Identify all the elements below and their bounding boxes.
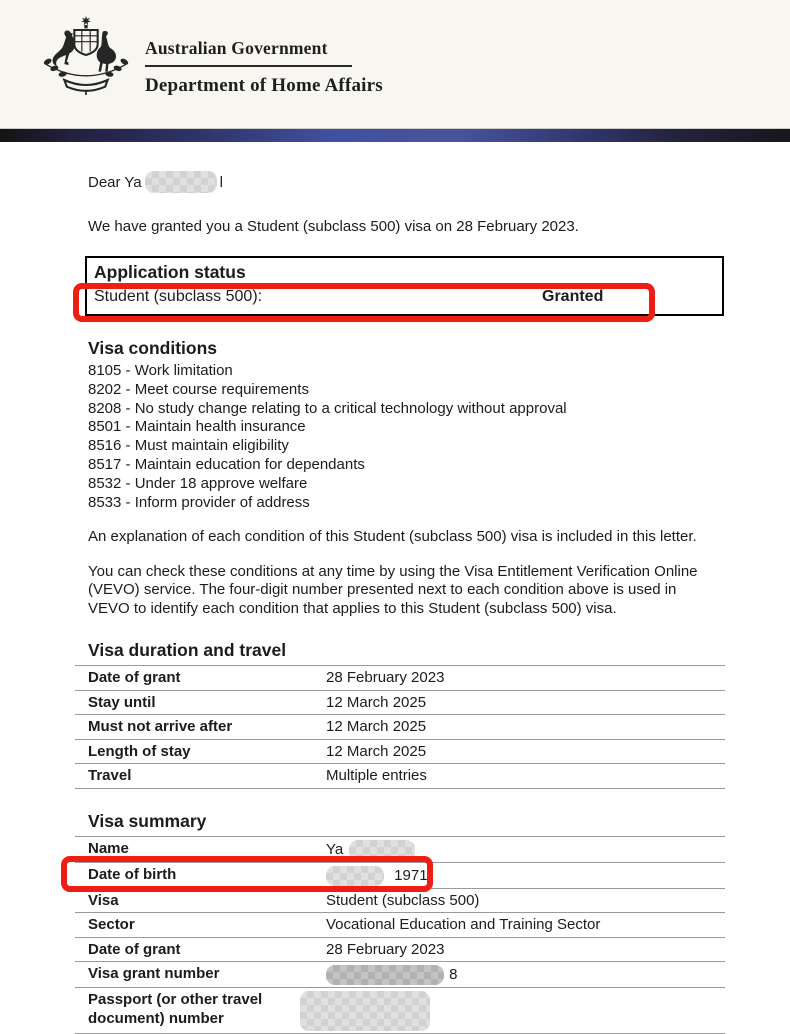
- header-divider: [145, 65, 352, 67]
- table-row-visa-grant-number: [75, 961, 725, 987]
- application-status-title: Application status: [94, 262, 246, 282]
- vevo-line: (VEVO) service. The four-digit number presented next to each condition above is used in: [88, 581, 677, 599]
- row-label: Length of stay: [88, 742, 191, 760]
- application-status-label: Student (subclass 500):: [94, 288, 263, 305]
- row-value: 12 March 2025: [326, 693, 427, 711]
- row-label: Visa grant number: [88, 965, 220, 983]
- condition-item: 8202 - Meet course requirements: [88, 380, 309, 398]
- department-title: Department of Home Affairs: [145, 74, 383, 96]
- application-status-value: Granted: [542, 288, 604, 305]
- redaction-blur-name: [145, 171, 217, 193]
- row-value: [326, 866, 725, 886]
- application-status-row: [94, 288, 722, 306]
- letter-content: [0, 171, 790, 1034]
- salutation-line: [88, 171, 725, 193]
- vevo-line: VEVO to identify each condition that applies to this Student (subclass 500) visa.: [88, 599, 617, 617]
- name-visible-part: Ya: [326, 840, 344, 858]
- redaction-blur-passport: [300, 991, 430, 1031]
- table-row: [75, 739, 725, 764]
- government-title: Australian Government: [145, 38, 328, 58]
- visa-conditions-title: Visa conditions: [88, 338, 218, 358]
- grant-intro-line: We have granted you a Student (subclass 500) visa on 28 February 2023.: [88, 218, 579, 235]
- condition-item: 8533 - Inform provider of address: [88, 493, 310, 511]
- visa-summary-table: [75, 836, 725, 1034]
- letterhead-titles: [145, 38, 383, 97]
- header-gradient-bar: [0, 128, 790, 142]
- condition-item: 8517 - Maintain education for dependants: [88, 455, 365, 473]
- row-value: [326, 965, 725, 985]
- dob-visible-part: 1971: [394, 866, 428, 884]
- table-row: [75, 763, 725, 789]
- australian-coat-of-arms-logo: [36, 6, 136, 104]
- row-value: 12 March 2025: [326, 718, 427, 736]
- table-row: [75, 665, 725, 690]
- emu-icon: [97, 31, 116, 72]
- salutation-prefix: Dear Ya: [88, 173, 142, 191]
- condition-item: 8532 - Under 18 approve welfare: [88, 474, 308, 492]
- application-status-box: [85, 256, 724, 316]
- visa-duration-title: Visa duration and travel: [88, 640, 287, 661]
- condition-item: 8105 - Work limitation: [88, 362, 233, 379]
- row-value: Student (subclass 500): [326, 891, 480, 909]
- vevo-paragraph: [88, 563, 725, 619]
- shield-icon: [74, 30, 97, 55]
- row-label: Visa: [88, 891, 119, 909]
- letterhead: [0, 0, 790, 128]
- condition-item: 8208 - No study change relating to a critical technology without approval: [88, 399, 567, 417]
- redaction-blur-name-value: [349, 840, 415, 860]
- table-row-date-of-grant: [75, 937, 725, 962]
- row-label: Date of birth: [88, 865, 177, 883]
- row-label: Sector: [88, 916, 135, 934]
- row-label: Name: [88, 839, 129, 857]
- redaction-blur-dob: [326, 866, 384, 886]
- banner-ribbon: [64, 80, 107, 91]
- visa-summary-title: Visa summary: [88, 810, 207, 831]
- row-label: Date of grant: [88, 669, 181, 687]
- row-label: Date of grant: [88, 940, 181, 958]
- visa-conditions-list: [88, 362, 725, 512]
- visa-duration-table: [75, 665, 725, 789]
- table-row: [75, 714, 725, 739]
- row-label: Travel: [88, 767, 132, 785]
- row-label: Must not arrive after: [88, 718, 233, 736]
- row-value: [326, 991, 725, 1031]
- table-row-date-of-birth: [75, 862, 725, 888]
- star-icon: [81, 16, 91, 25]
- row-value: Multiple entries: [326, 767, 427, 785]
- kangaroo-icon: [53, 31, 75, 66]
- table-row: [75, 690, 725, 715]
- table-row-sector: [75, 912, 725, 937]
- redaction-blur-grant-number: [326, 965, 444, 985]
- table-row-name: [75, 836, 725, 862]
- row-value: 12 March 2025: [326, 742, 427, 760]
- conditions-explanation-paragraph: An explanation of each condition of this Student (subclass 500) visa is included in this letter.: [88, 528, 697, 546]
- row-label: Stay until: [88, 693, 156, 711]
- salutation-suffix: l: [219, 173, 223, 191]
- table-row-passport-number: [75, 987, 725, 1034]
- vevo-line: You can check these conditions at any time by using the Visa Entitlement Verification Online: [88, 562, 698, 580]
- row-value: 28 February 2023: [326, 669, 445, 687]
- row-label: Passport (or other travel document) number: [88, 991, 263, 1027]
- row-value: 28 February 2023: [326, 940, 445, 958]
- condition-item: 8501 - Maintain health insurance: [88, 418, 306, 436]
- row-value: [326, 840, 725, 860]
- grant-number-visible-part: 8: [449, 966, 458, 984]
- table-row-visa: [75, 888, 725, 913]
- condition-item: 8516 - Must maintain eligibility: [88, 437, 289, 455]
- row-value: Vocational Education and Training Sector: [326, 916, 601, 934]
